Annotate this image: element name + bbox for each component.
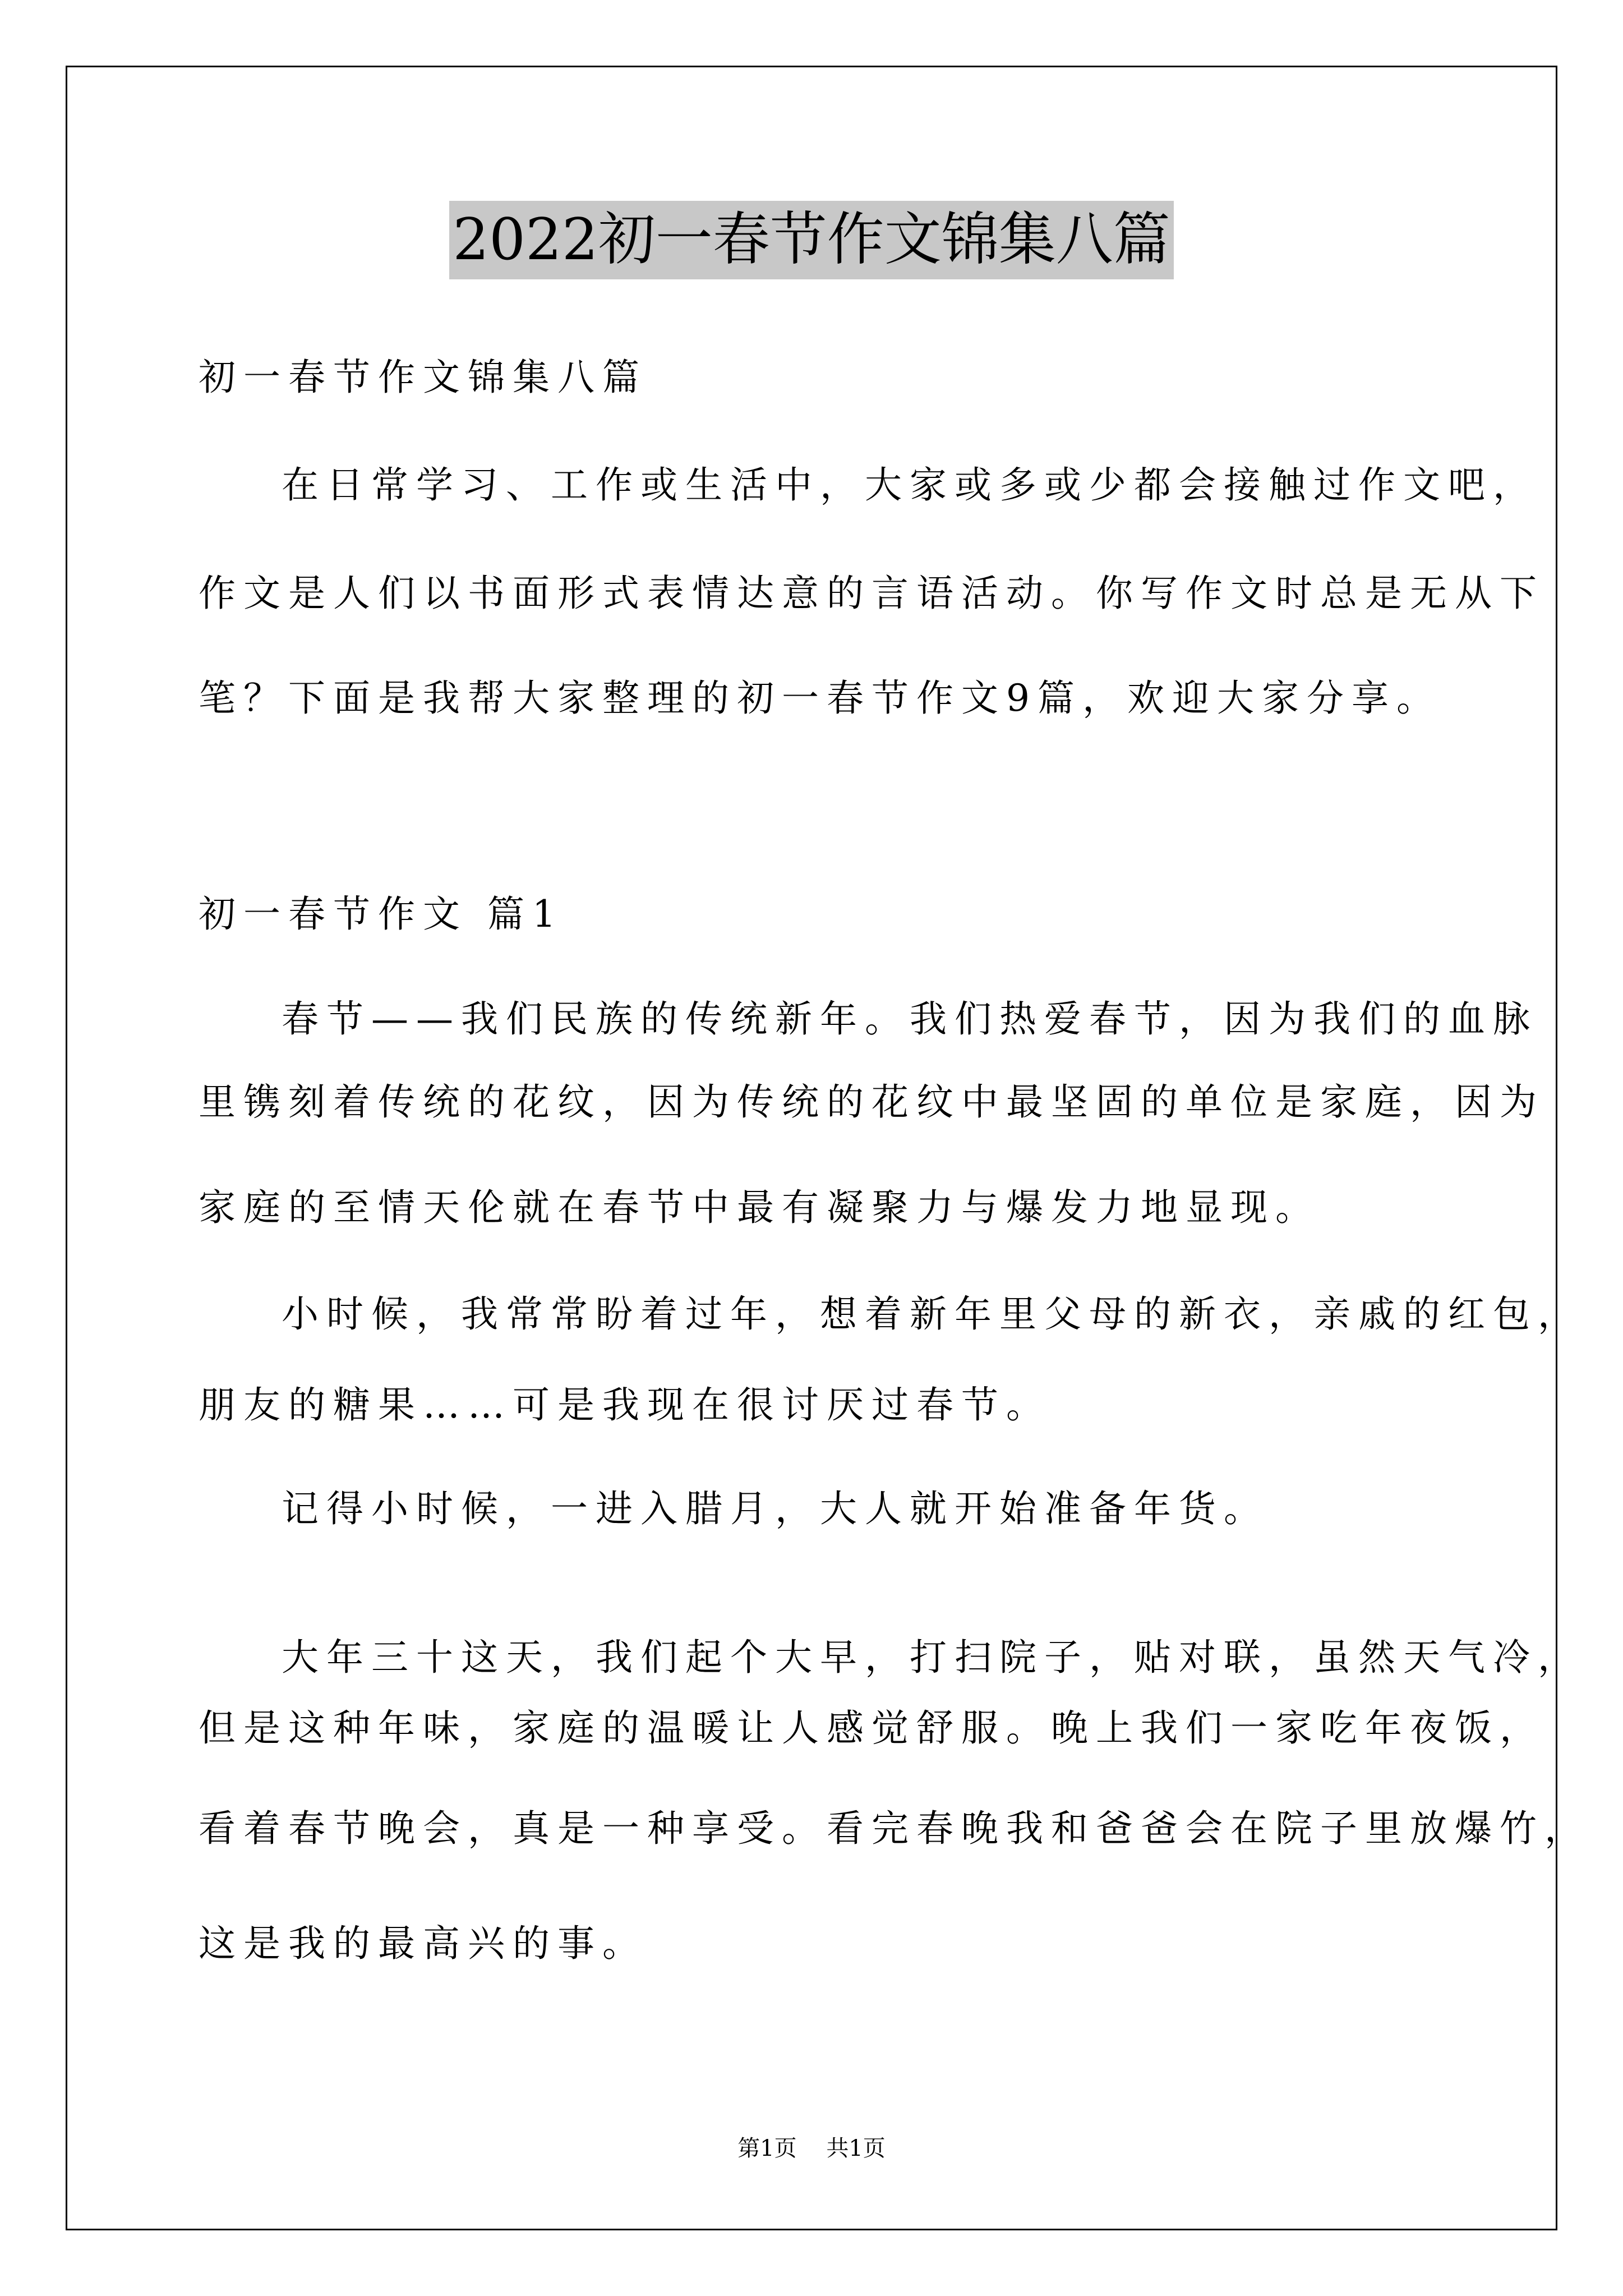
body-line-7: 大年三十这天，我们起个大早，打扫院子，贴对联，虽然天气冷，: [282, 1636, 1583, 1679]
intro-line-3: 笔？下面是我帮大家整理的初一春节作文9篇，欢迎大家分享。: [199, 677, 1441, 720]
page-number: 第1页: [737, 2136, 797, 2161]
body-line-6: 记得小时候，一进入腊月，大人就开始准备年货。: [282, 1487, 1269, 1530]
page-footer: [0, 2132, 1623, 2165]
intro-line-2: 作文是人们以书面形式表情达意的言语活动。你写作文时总是无从下: [199, 572, 1544, 615]
body-line-4: 小时候，我常常盼着过年，想着新年里父母的新衣，亲戚的红包，: [282, 1292, 1583, 1336]
section-heading: 初一春节作文 篇1: [199, 892, 564, 936]
body-line-2: 里镌刻着传统的花纹，因为传统的花纹中最坚固的单位是家庭，因为: [199, 1080, 1544, 1124]
intro-line-1: 在日常学习、工作或生活中，大家或多或少都会接触过作文吧，: [282, 463, 1538, 507]
body-line-1: 春节——我们民族的传统新年。我们热爱春节，因为我们的血脉: [282, 997, 1538, 1041]
title-container: [0, 201, 1623, 279]
body-line-9: 看着春节晚会，真是一种享受。看完春晚我和爸爸会在院子里放爆竹，: [199, 1807, 1589, 1850]
body-line-10: 这是我的最高兴的事。: [199, 1922, 647, 1965]
body-line-8: 但是这种年味，家庭的温暖让人感觉舒服。晚上我们一家吃年夜饭，: [199, 1706, 1544, 1750]
document-subtitle: 初一春节作文锦集八篇: [199, 356, 647, 399]
body-line-5: 朋友的糖果……可是我现在很讨厌过春节。: [199, 1383, 1051, 1427]
page-total: 共1页: [826, 2136, 886, 2161]
document-title: 2022初一春节作文锦集八篇: [449, 201, 1174, 279]
body-line-3: 家庭的至情天伦就在春节中最有凝聚力与爆发力地显现。: [199, 1186, 1320, 1229]
